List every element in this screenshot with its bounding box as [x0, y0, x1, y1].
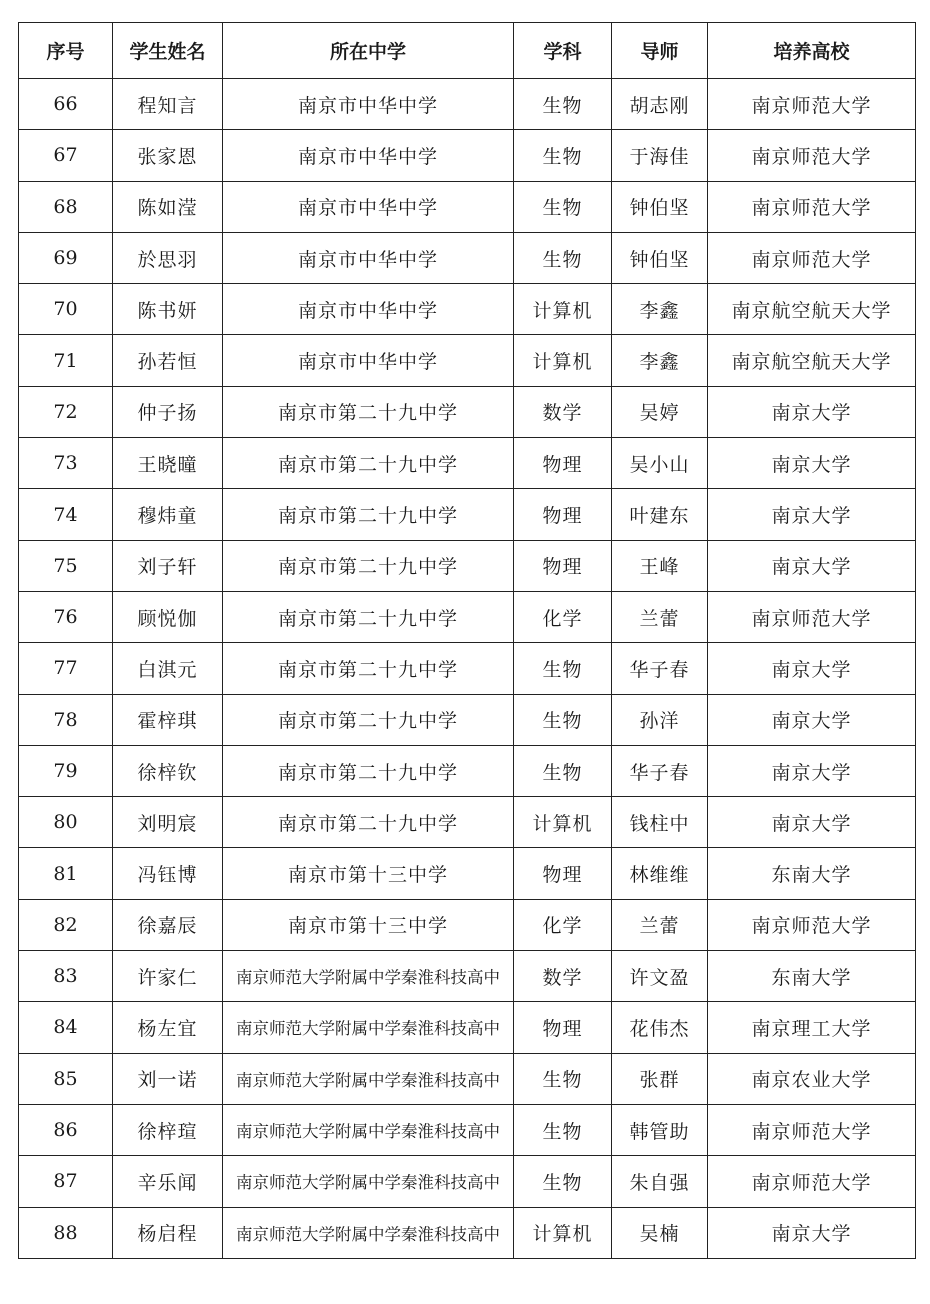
- cell-mentor: 胡志刚: [612, 79, 708, 130]
- cell-subject: 数学: [514, 386, 612, 437]
- header-subject: 学科: [514, 23, 612, 79]
- table-row: [19, 284, 916, 335]
- cell-student-name: 孙若恒: [113, 335, 223, 386]
- cell-university: 南京农业大学: [708, 1053, 916, 1104]
- cell-subject: 生物: [514, 1104, 612, 1155]
- table-row: [19, 1156, 916, 1207]
- cell-school: 南京师范大学附属中学秦淮科技高中: [223, 1156, 514, 1207]
- cell-subject: 物理: [514, 489, 612, 540]
- cell-university: 南京大学: [708, 694, 916, 745]
- cell-no: 80: [19, 797, 113, 848]
- cell-university: 南京师范大学: [708, 591, 916, 642]
- cell-student-name: 仲子扬: [113, 386, 223, 437]
- cell-student-name: 杨启程: [113, 1207, 223, 1258]
- table-row: [19, 797, 916, 848]
- table-row: [19, 643, 916, 694]
- cell-student-name: 徐嘉辰: [113, 899, 223, 950]
- cell-university: 南京师范大学: [708, 1156, 916, 1207]
- cell-school: 南京师范大学附属中学秦淮科技高中: [223, 1104, 514, 1155]
- cell-mentor: 王峰: [612, 540, 708, 591]
- cell-subject: 生物: [514, 694, 612, 745]
- cell-student-name: 王晓曈: [113, 438, 223, 489]
- cell-mentor: 华子春: [612, 745, 708, 796]
- header-no: 序号: [19, 23, 113, 79]
- cell-student-name: 霍梓琪: [113, 694, 223, 745]
- cell-student-name: 张家恩: [113, 130, 223, 181]
- cell-university: 南京理工大学: [708, 1002, 916, 1053]
- cell-subject: 计算机: [514, 1207, 612, 1258]
- table-row: [19, 386, 916, 437]
- cell-student-name: 顾悦伽: [113, 591, 223, 642]
- cell-no: 72: [19, 386, 113, 437]
- cell-no: 70: [19, 284, 113, 335]
- header-student-name: 学生姓名: [113, 23, 223, 79]
- cell-school: 南京师范大学附属中学秦淮科技高中: [223, 1002, 514, 1053]
- cell-no: 76: [19, 591, 113, 642]
- cell-mentor: 吴小山: [612, 438, 708, 489]
- cell-no: 75: [19, 540, 113, 591]
- table-row: [19, 745, 916, 796]
- cell-mentor: 华子春: [612, 643, 708, 694]
- cell-mentor: 吴楠: [612, 1207, 708, 1258]
- cell-subject: 物理: [514, 438, 612, 489]
- cell-subject: 计算机: [514, 797, 612, 848]
- table-row: [19, 694, 916, 745]
- cell-school: 南京市中华中学: [223, 130, 514, 181]
- cell-subject: 化学: [514, 899, 612, 950]
- cell-student-name: 辛乐闻: [113, 1156, 223, 1207]
- cell-university: 南京大学: [708, 540, 916, 591]
- cell-subject: 生物: [514, 130, 612, 181]
- cell-student-name: 刘一诺: [113, 1053, 223, 1104]
- cell-school: 南京市第二十九中学: [223, 386, 514, 437]
- cell-university: 东南大学: [708, 848, 916, 899]
- cell-university: 南京大学: [708, 797, 916, 848]
- cell-university: 南京航空航天大学: [708, 284, 916, 335]
- cell-mentor: 吴婷: [612, 386, 708, 437]
- cell-student-name: 杨左宜: [113, 1002, 223, 1053]
- cell-school: 南京市中华中学: [223, 335, 514, 386]
- cell-subject: 生物: [514, 1053, 612, 1104]
- cell-student-name: 穆炜童: [113, 489, 223, 540]
- header-mentor: 导师: [612, 23, 708, 79]
- table-header: [19, 23, 916, 79]
- cell-university: 南京师范大学: [708, 79, 916, 130]
- cell-subject: 生物: [514, 232, 612, 283]
- cell-university: 南京大学: [708, 1207, 916, 1258]
- cell-school: 南京市第十三中学: [223, 899, 514, 950]
- cell-no: 78: [19, 694, 113, 745]
- cell-no: 71: [19, 335, 113, 386]
- cell-mentor: 兰蕾: [612, 591, 708, 642]
- cell-university: 南京师范大学: [708, 1104, 916, 1155]
- cell-university: 南京大学: [708, 386, 916, 437]
- table-row: [19, 1053, 916, 1104]
- cell-school: 南京市中华中学: [223, 181, 514, 232]
- cell-student-name: 於思羽: [113, 232, 223, 283]
- cell-student-name: 徐梓瑄: [113, 1104, 223, 1155]
- table-row: [19, 489, 916, 540]
- header-university: 培养高校: [708, 23, 916, 79]
- cell-no: 77: [19, 643, 113, 694]
- cell-university: 南京师范大学: [708, 899, 916, 950]
- cell-mentor: 钟伯坚: [612, 232, 708, 283]
- cell-mentor: 张群: [612, 1053, 708, 1104]
- cell-university: 南京师范大学: [708, 181, 916, 232]
- cell-no: 66: [19, 79, 113, 130]
- student-roster-table: [18, 22, 916, 1259]
- cell-school: 南京市第十三中学: [223, 848, 514, 899]
- cell-no: 67: [19, 130, 113, 181]
- cell-subject: 生物: [514, 1156, 612, 1207]
- cell-no: 69: [19, 232, 113, 283]
- table-row: [19, 951, 916, 1002]
- cell-mentor: 孙洋: [612, 694, 708, 745]
- cell-no: 84: [19, 1002, 113, 1053]
- table-row: [19, 335, 916, 386]
- cell-school: 南京市中华中学: [223, 79, 514, 130]
- table-row: [19, 591, 916, 642]
- cell-subject: 计算机: [514, 335, 612, 386]
- cell-university: 南京大学: [708, 643, 916, 694]
- cell-mentor: 李鑫: [612, 284, 708, 335]
- cell-mentor: 韩管助: [612, 1104, 708, 1155]
- cell-subject: 物理: [514, 848, 612, 899]
- cell-school: 南京市第二十九中学: [223, 438, 514, 489]
- cell-no: 86: [19, 1104, 113, 1155]
- cell-school: 南京师范大学附属中学秦淮科技高中: [223, 1053, 514, 1104]
- cell-school: 南京市中华中学: [223, 232, 514, 283]
- cell-no: 87: [19, 1156, 113, 1207]
- cell-school: 南京师范大学附属中学秦淮科技高中: [223, 1207, 514, 1258]
- table-row: [19, 899, 916, 950]
- cell-university: 南京大学: [708, 438, 916, 489]
- cell-subject: 物理: [514, 1002, 612, 1053]
- table-row: [19, 438, 916, 489]
- cell-subject: 计算机: [514, 284, 612, 335]
- cell-school: 南京师范大学附属中学秦淮科技高中: [223, 951, 514, 1002]
- cell-mentor: 兰蕾: [612, 899, 708, 950]
- cell-student-name: 刘子轩: [113, 540, 223, 591]
- cell-no: 83: [19, 951, 113, 1002]
- cell-university: 东南大学: [708, 951, 916, 1002]
- cell-school: 南京市第二十九中学: [223, 643, 514, 694]
- cell-mentor: 于海佳: [612, 130, 708, 181]
- table-row: [19, 1104, 916, 1155]
- cell-student-name: 许家仁: [113, 951, 223, 1002]
- cell-subject: 生物: [514, 79, 612, 130]
- table-body: [19, 79, 916, 1259]
- cell-no: 79: [19, 745, 113, 796]
- table-row: [19, 232, 916, 283]
- cell-student-name: 徐梓钦: [113, 745, 223, 796]
- table-row: [19, 1207, 916, 1258]
- cell-school: 南京市第二十九中学: [223, 745, 514, 796]
- cell-no: 74: [19, 489, 113, 540]
- header-school: 所在中学: [223, 23, 514, 79]
- cell-mentor: 叶建东: [612, 489, 708, 540]
- table-row: [19, 848, 916, 899]
- cell-student-name: 冯钰博: [113, 848, 223, 899]
- cell-no: 73: [19, 438, 113, 489]
- cell-no: 85: [19, 1053, 113, 1104]
- cell-no: 81: [19, 848, 113, 899]
- header-row: [19, 23, 916, 79]
- cell-subject: 化学: [514, 591, 612, 642]
- cell-school: 南京市第二十九中学: [223, 591, 514, 642]
- cell-student-name: 陈如滢: [113, 181, 223, 232]
- cell-school: 南京市第二十九中学: [223, 540, 514, 591]
- cell-mentor: 花伟杰: [612, 1002, 708, 1053]
- cell-university: 南京师范大学: [708, 232, 916, 283]
- cell-student-name: 陈书妍: [113, 284, 223, 335]
- table-row: [19, 1002, 916, 1053]
- table-row: [19, 540, 916, 591]
- table-row: [19, 79, 916, 130]
- cell-subject: 数学: [514, 951, 612, 1002]
- cell-school: 南京市第二十九中学: [223, 489, 514, 540]
- cell-mentor: 许文盈: [612, 951, 708, 1002]
- cell-mentor: 林维维: [612, 848, 708, 899]
- table-row: [19, 130, 916, 181]
- cell-mentor: 钟伯坚: [612, 181, 708, 232]
- cell-university: 南京大学: [708, 745, 916, 796]
- cell-university: 南京师范大学: [708, 130, 916, 181]
- cell-student-name: 白淇元: [113, 643, 223, 694]
- cell-school: 南京市第二十九中学: [223, 797, 514, 848]
- cell-no: 82: [19, 899, 113, 950]
- cell-subject: 物理: [514, 540, 612, 591]
- cell-student-name: 程知言: [113, 79, 223, 130]
- cell-mentor: 李鑫: [612, 335, 708, 386]
- cell-no: 88: [19, 1207, 113, 1258]
- cell-university: 南京航空航天大学: [708, 335, 916, 386]
- cell-university: 南京大学: [708, 489, 916, 540]
- cell-subject: 生物: [514, 181, 612, 232]
- cell-subject: 生物: [514, 643, 612, 694]
- cell-mentor: 钱柱中: [612, 797, 708, 848]
- cell-subject: 生物: [514, 745, 612, 796]
- cell-school: 南京市中华中学: [223, 284, 514, 335]
- table-row: [19, 181, 916, 232]
- cell-no: 68: [19, 181, 113, 232]
- cell-mentor: 朱自强: [612, 1156, 708, 1207]
- cell-student-name: 刘明宸: [113, 797, 223, 848]
- cell-school: 南京市第二十九中学: [223, 694, 514, 745]
